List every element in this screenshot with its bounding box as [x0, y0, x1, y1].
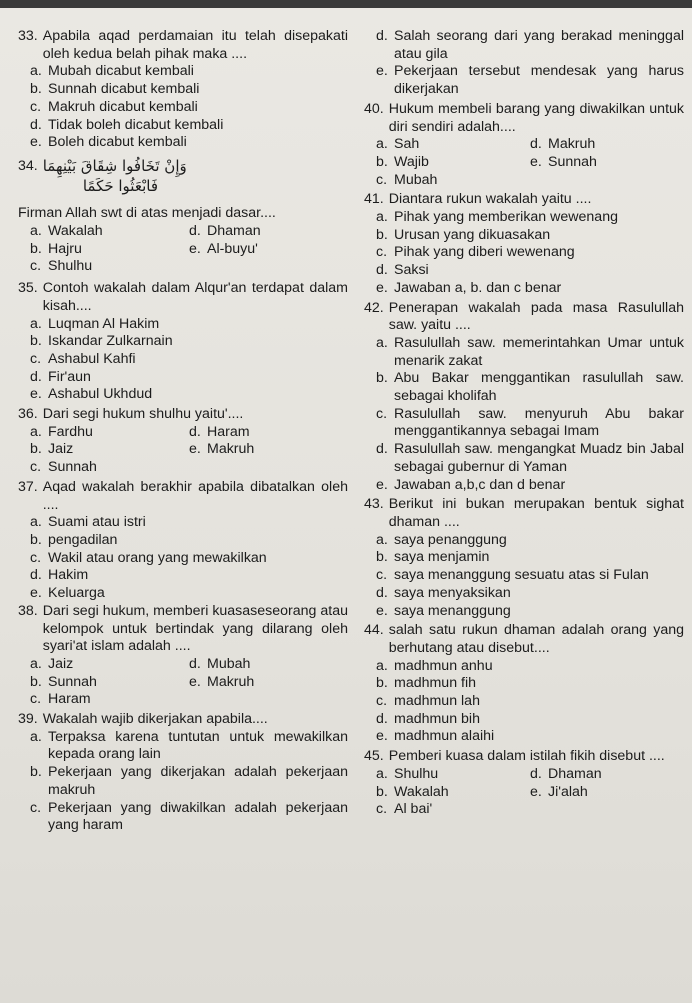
option: c. saya menanggung sesuatu atas si Fulan [376, 567, 649, 584]
question-37 [18, 479, 348, 603]
option: a. Suami atau istri [30, 514, 146, 531]
question-35 [18, 280, 348, 404]
option: d. Rasulullah saw. mengangkat Muadz bin Jabal sebagai gubernur di Yaman [376, 441, 684, 475]
option: a. saya penanggung [376, 531, 507, 548]
option: b. madhmun fih [376, 675, 477, 692]
option: a. Rasulullah saw. memerintahkan Umar untuk menarik zakat [376, 334, 684, 369]
option: c. Ashabul Kahfi [30, 350, 136, 367]
option: e. Jawaban a,b,c dan d benar [376, 476, 566, 493]
option: e. Pekerjaan tersebut mendesak yang harus dikerjakan [376, 63, 684, 98]
option: c. Makruh dicabut kembali [30, 98, 198, 115]
option: c. Rasulullah saw. menyuruh Abu bakar menggantikannya sebagai Imam [376, 405, 684, 440]
option: e. Jawaban a, b. dan c benar [376, 279, 562, 296]
question-33 [18, 28, 348, 152]
option: c. Sunnah [30, 459, 97, 476]
option: e. Makruh [189, 441, 255, 458]
option: a. Shulhu [376, 765, 439, 782]
option: d. Dhaman [530, 765, 602, 782]
question-number: 35. [18, 280, 38, 297]
option: e. Ji'alah [530, 783, 588, 800]
option: b. Jaiz [30, 441, 74, 458]
question-number: 36. [18, 406, 38, 423]
option: e. Sunnah [530, 153, 597, 170]
arabic-verse-line-1: وَإِنْ تَخَافُوا شِقَاقَ بَيْنِهِمَا [42, 156, 187, 175]
option: b. Pekerjaan yang dikerjakan adalah pekerjaan makruh [30, 764, 348, 798]
question-42 [364, 300, 684, 495]
option: a. madhmun anhu [376, 657, 493, 674]
option: b. Iskandar Zulkarnain [30, 333, 173, 350]
option: b. Wakalah [376, 783, 449, 800]
option: a. Luqman Al Hakim [30, 315, 160, 332]
left-column [18, 28, 348, 835]
option: d. Mubah [189, 655, 251, 672]
question-36 [18, 406, 348, 477]
option: d. Saksi [376, 262, 429, 279]
question-number: 38. [18, 602, 38, 619]
question-stem: Aqad wakalah berakhir apabila dibatalkan oleh .... [42, 478, 348, 513]
question-stem: salah satu rukun dhaman adalah orang yang berhutang atau disebut.... [388, 622, 684, 656]
option: c. Shulhu [30, 258, 93, 275]
option: b. Urusan yang dikuasakan [376, 226, 551, 243]
question-stem: Wakalah wajib dikerjakan apabila.... [42, 711, 268, 728]
option: b. pengadilan [30, 531, 118, 548]
option: b. saya menjamin [376, 549, 490, 566]
option: a. Mubah dicabut kembali [30, 63, 194, 80]
question-stem: Dari segi hukum shulhu yaitu'.... [42, 406, 244, 423]
option: c. Pekerjaan yang diwakilkan adalah pekerjaan yang haram [30, 799, 348, 834]
question-38 [18, 603, 348, 709]
question-stem: Penerapan wakalah pada masa Rasulullah saw. yaitu .... [388, 299, 684, 334]
option: b. Wajib [376, 153, 429, 170]
question-stem: Apabila aqad perdamaian itu telah disepakati oleh kedua belah pihak maka .... [42, 28, 348, 62]
option: b. Sunnah [30, 673, 97, 690]
question-number: 45. [364, 748, 384, 765]
option: a. Sah [376, 136, 420, 153]
question-number: 43. [364, 496, 384, 513]
question-stem: Berikut ini bukan merupakan bentuk sighat dhaman .... [388, 496, 684, 530]
option: e. Ashabul Ukhdud [30, 386, 153, 403]
option: b. Sunnah dicabut kembali [30, 81, 200, 98]
top-edge [0, 0, 692, 8]
question-39 [18, 711, 348, 835]
question-number: 39. [18, 711, 38, 728]
option: e. Makruh [189, 673, 255, 690]
option: b. Hajru [30, 240, 82, 257]
option: e. Boleh dicabut kembali [30, 134, 187, 151]
question-45 [364, 748, 684, 819]
question-33-continued [376, 28, 684, 99]
option: d. Haram [189, 423, 250, 440]
option: a. Pihak yang memberikan wewenang [376, 209, 618, 226]
question-stem: Hukum membeli barang yang diwakilkan untuk diri sendiri adalah.... [388, 100, 684, 135]
option: c. Al bai' [376, 801, 433, 818]
option: d. Hakim [30, 567, 89, 584]
arabic-verse-line-2: فَابْعَثُوا حَكَمًا [82, 176, 158, 195]
question-stem: Contoh wakalah dalam Alqur'an terdapat dalam kisah.... [42, 280, 348, 314]
question-number: 41. [364, 191, 384, 208]
question-44 [364, 622, 684, 746]
option: d. madhmun bih [376, 710, 480, 727]
question-number: 34. [18, 157, 38, 174]
option: a. Jaiz [30, 655, 74, 672]
question-number: 42. [364, 299, 384, 316]
question-stem: Diantara rukun wakalah yaitu .... [388, 191, 592, 208]
option: b. Abu Bakar menggantikan rasulullah saw. sebagai kholifah [376, 370, 684, 405]
question-40 [364, 101, 684, 190]
option: a. Terpaksa karena tuntutan untuk mewakilkan kepada orang lain [30, 728, 348, 763]
option: d. Makruh [530, 136, 596, 153]
option: e. saya menanggung [376, 602, 511, 619]
option: c. Wakil atau orang yang mewakilkan [30, 549, 267, 566]
option: d. Fir'aun [30, 368, 91, 385]
option: c. Haram [30, 691, 91, 708]
question-stem: Dari segi hukum, memberi kuasaseseorang atau kelompok untuk bertindak yang dilarang oleh syari'at islam adalah .... [42, 602, 348, 655]
question-stem: Firman Allah swt di atas menjadi dasar.... [18, 205, 276, 222]
question-number: 37. [18, 478, 38, 495]
right-column [364, 28, 684, 819]
option: d. saya menyaksikan [376, 584, 511, 601]
option: c. Pihak yang diberi wewenang [376, 244, 575, 261]
question-43 [364, 496, 684, 620]
option: c. madhmun lah [376, 693, 480, 710]
option: c. Mubah [376, 171, 438, 188]
question-number: 33. [18, 28, 38, 44]
option: d. Salah seorang dari yang berakad meninggal atau gila [376, 28, 684, 62]
question-41 [364, 191, 684, 297]
question-34 [18, 158, 348, 276]
option: e. madhmun alaihi [376, 728, 495, 745]
option: e. Keluarga [30, 585, 105, 602]
question-number: 44. [364, 622, 384, 639]
option: e. Al-buyu' [189, 240, 258, 257]
question-number: 40. [364, 100, 384, 117]
option: a. Wakalah [30, 223, 103, 240]
question-stem: Pemberi kuasa dalam istilah fikih disebut .... [388, 748, 665, 765]
option: d. Dhaman [189, 223, 261, 240]
option: d. Tidak boleh dicabut kembali [30, 116, 224, 133]
option: a. Fardhu [30, 423, 93, 440]
